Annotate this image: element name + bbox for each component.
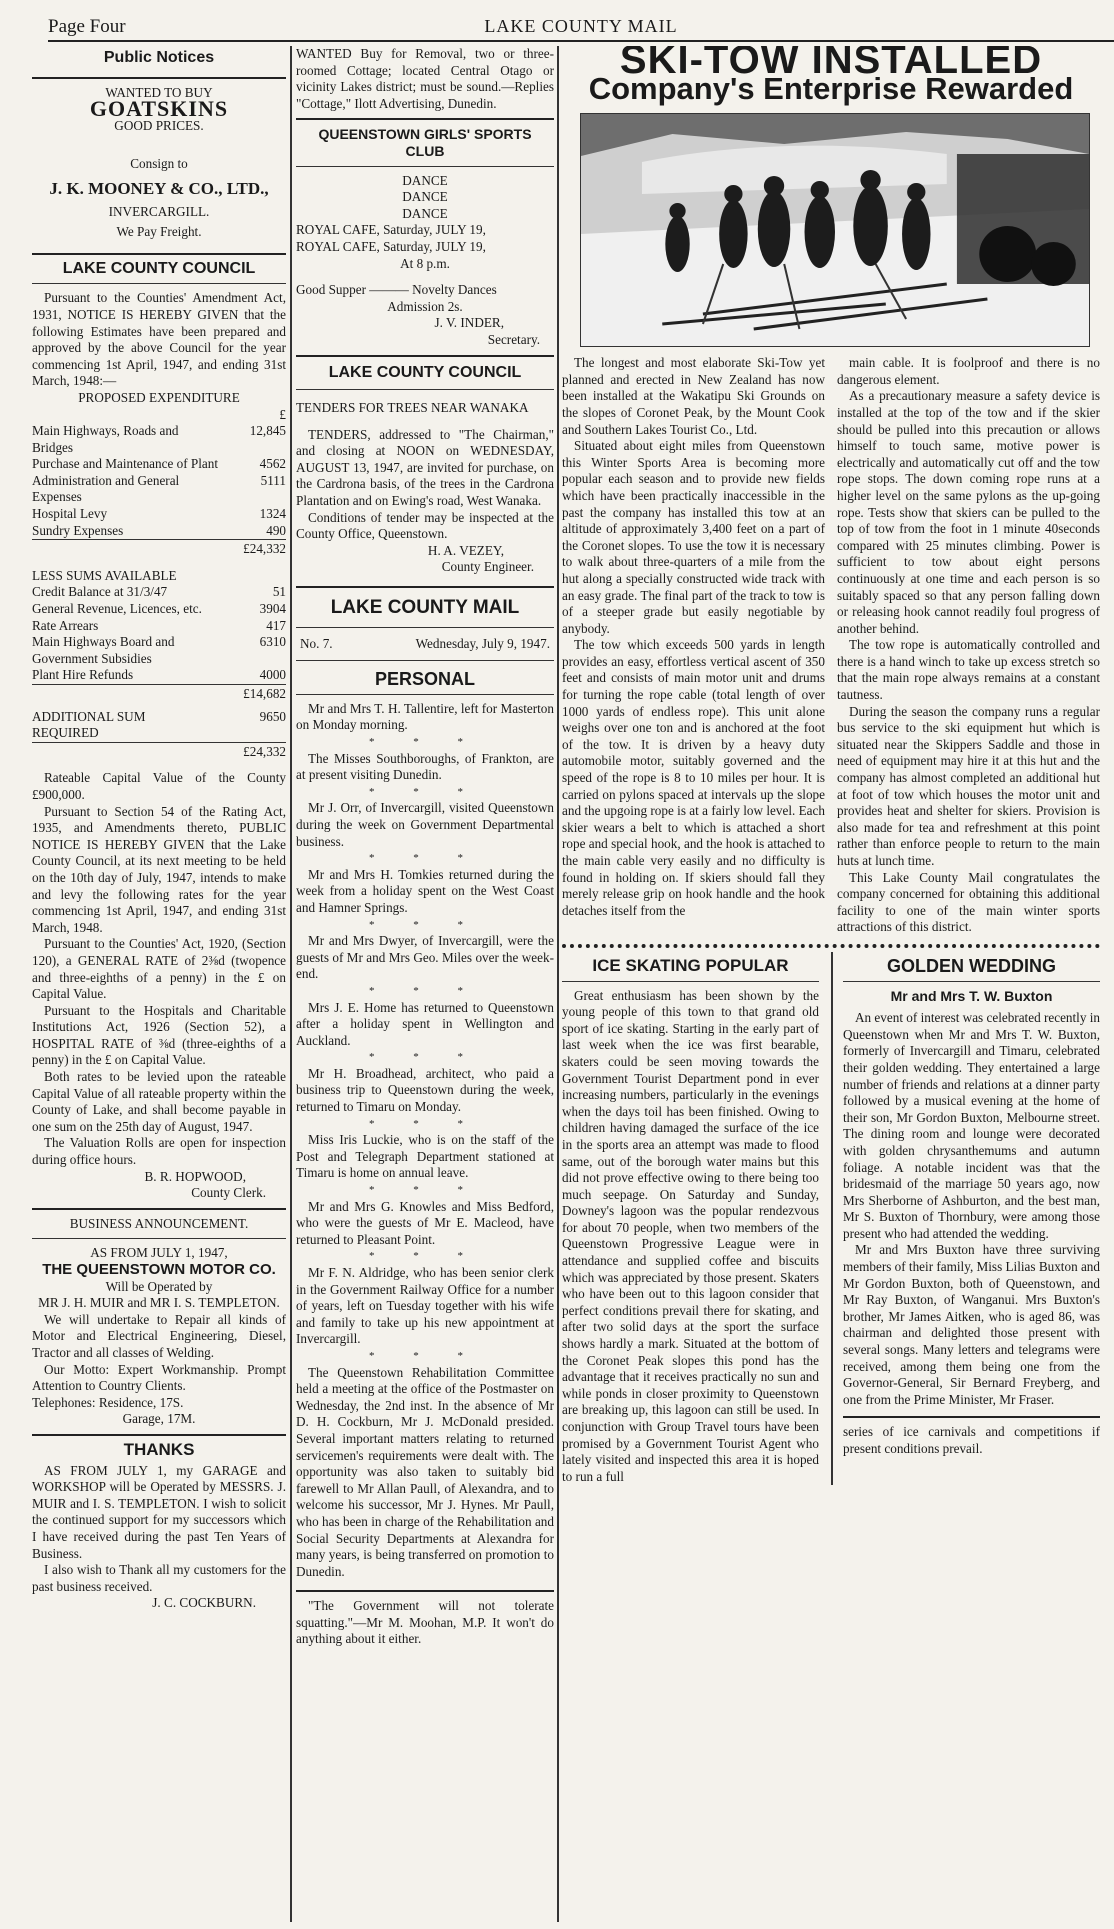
council-para: Pursuant to the Counties' Act, 1920, (Section 120), a GENERAL RATE of 2⅜d (twopence and three-eighths of a penny) in the £ on Capital Value. bbox=[32, 936, 286, 1002]
business-para: Garage, 17M. bbox=[122, 1411, 196, 1427]
ski-article-para: Situated about eight miles from Queenstown this Winter Sports Area is becoming more popular each season and to provide new fields which have been practically inaccessible in the past the company has installed this tow at an altitude of approximately 3,400 feet on a part of the Coronet slopes. To use the tow it is necessary to walk about three-quarters of a mile from the hut along a specially constructed wide track with an easy grade. The final part of the track to tow is of a steeper grade but easily negotiable by anybody. bbox=[562, 438, 825, 636]
signature-title: Secretary. bbox=[487, 331, 540, 347]
dance-line: DANCE bbox=[402, 189, 448, 205]
signature: H. A. VEZEY, bbox=[427, 542, 504, 558]
estimate-label: Main Highways Board and Government Subsidies bbox=[32, 634, 175, 666]
council-para: The Valuation Rolls are open for inspection during office hours. bbox=[32, 1135, 286, 1168]
ski-article-para: main cable. It is foolproof and there is no dangerous element. bbox=[837, 355, 1100, 387]
signature: B. R. HOPWOOD, bbox=[144, 1168, 246, 1184]
separator-stars: * * * bbox=[369, 1051, 481, 1064]
estimate-label: Plant Hire Refunds bbox=[32, 667, 134, 683]
goat-line-3: GOOD PRICES. bbox=[114, 117, 204, 133]
estimate-value: 4000 bbox=[259, 667, 286, 683]
thanks-para: AS FROM JULY 1, my GARAGE and WORKSHOP will be Operated by MESSRS. J. MUIR and I. S. TEMPLETON. I wish to solicit the continued support for my successors which I have received during the past Ten Years of Business. bbox=[32, 1462, 286, 1561]
divider bbox=[32, 1238, 286, 1239]
ice-skating-continued: series of ice carnivals and competitions if present conditions prevail. bbox=[843, 1424, 1100, 1456]
estimate-row bbox=[32, 601, 286, 618]
paper-title: LAKE COUNTY MAIL bbox=[484, 16, 678, 36]
council-para: Pursuant to Section 54 of the Rating Act, 1935, and Amendments thereto, PUBLIC NOTICE IS HEREBY GIVEN that the Lake County Council, at its next meeting to be held on the 10th day of July, 1947, intends to make and levy the following rates for the year commencing 1st April, 1947, and ending 31st March, 1948. bbox=[32, 803, 286, 935]
club-heading: QUEENSTOWN GIRLS' SPORTS CLUB bbox=[318, 126, 532, 159]
column-personal bbox=[296, 46, 554, 1648]
total-3: £24,332 bbox=[32, 742, 286, 761]
council-estimates-notice bbox=[32, 261, 286, 1202]
business-announcement bbox=[32, 1216, 286, 1428]
venue-time: At 8 p.m. bbox=[400, 255, 450, 271]
venue-line: ROYAL CAFE, Saturday, JULY 19, bbox=[296, 238, 486, 254]
personal-column bbox=[296, 671, 554, 1648]
council-intro: Pursuant to the Counties' Amendment Act, 1931, NOTICE IS HEREBY GIVEN that the following Estimates have been prepared and approved by the above Council for the year commencing 1st April, 1947, and ending 31st March, 1948:— bbox=[32, 290, 286, 389]
separator-stars: * * * bbox=[369, 918, 481, 931]
issue-date: Wednesday, July 9, 1947. bbox=[415, 635, 550, 651]
divider bbox=[296, 586, 554, 588]
business-line: Will be Operated by bbox=[105, 1278, 213, 1294]
goat-line-6: INVERCARGILL. bbox=[108, 203, 210, 219]
divider bbox=[296, 627, 554, 628]
column-notices bbox=[32, 46, 286, 1612]
estimate-value: 5111 bbox=[260, 472, 286, 488]
estimate-row bbox=[32, 634, 286, 667]
business-para: Telephones: Residence, 17S. bbox=[32, 1394, 184, 1410]
skiers-photo-image bbox=[581, 114, 1089, 346]
masthead bbox=[48, 14, 1114, 42]
supper-line: Good Supper ——— Novelty Dances bbox=[296, 282, 497, 298]
goat-line-5: J. K. MOONEY & CO., LTD., bbox=[49, 178, 269, 198]
divider bbox=[843, 1416, 1100, 1418]
personal-item: Mr H. Broadhead, architect, who paid a business trip to Queenstown during the week, returned to Timaru on Monday. bbox=[296, 1065, 554, 1115]
signature: J. V. INDER, bbox=[434, 315, 504, 331]
divider bbox=[32, 1208, 286, 1210]
total-2: £14,682 bbox=[32, 684, 286, 703]
ski-tow-headline: SKI-TOW INSTALLED bbox=[619, 46, 1043, 82]
dotted-divider bbox=[562, 944, 1100, 948]
estimate-row bbox=[32, 584, 286, 601]
council-para: Rateable Capital Value of the County £900,000. bbox=[32, 770, 286, 802]
issue-number: No. 7. bbox=[300, 635, 333, 651]
personal-item: The Misses Southboroughs, of Frankton, are at present visiting Dunedin. bbox=[296, 750, 554, 783]
estimate-value: 12,845 bbox=[249, 423, 286, 439]
admission-line: Admission 2s. bbox=[387, 298, 463, 314]
separator-stars: * * * bbox=[369, 1117, 481, 1130]
goat-line-2: GOATSKINS bbox=[89, 96, 229, 122]
wanted-cottage-ad: WANTED Buy for Removal, two or three-roomed Cottage; located Central Otago or vicinity Lakes district; must be sound.—Replies "Cottage," Ilott Advertising, Dunedin. bbox=[296, 46, 554, 111]
divider bbox=[296, 660, 554, 661]
public-notices-heading: Public Notices bbox=[103, 49, 215, 66]
estimate-value: 4562 bbox=[259, 456, 286, 472]
signature-title: County Engineer. bbox=[441, 559, 534, 575]
estimate-value: 417 bbox=[266, 617, 286, 633]
ice-skating-heading: ICE SKATING POPULAR bbox=[592, 955, 789, 975]
business-para: Our Motto: Expert Workmanship. Prompt Attention to Country Clients. bbox=[32, 1361, 286, 1394]
total-1: £24,332 bbox=[32, 539, 286, 558]
separator-stars: * * * bbox=[369, 852, 481, 865]
mail-heading: LAKE COUNTY MAIL bbox=[330, 597, 520, 619]
separator-stars: * * * bbox=[369, 1349, 481, 1362]
golden-wedding-subheading: Mr and Mrs T. W. Buxton bbox=[890, 987, 1053, 1004]
personal-item: Mr and Mrs G. Knowles and Miss Bedford, who were the guests of Mr E. Macleod, have returned to Pleasant Point. bbox=[296, 1198, 554, 1247]
estimate-row bbox=[32, 618, 286, 635]
estimate-label: Administration and General Expenses bbox=[32, 472, 180, 505]
estimate-label: Credit Balance at 31/3/47 bbox=[32, 584, 168, 600]
divider bbox=[843, 981, 1100, 982]
thanks-para: I also wish to Thank all my customers for the past business received. bbox=[32, 1562, 286, 1594]
goat-line-7: We Pay Freight. bbox=[116, 224, 202, 240]
goatskins-ad bbox=[32, 85, 286, 241]
column-features bbox=[562, 46, 1100, 1926]
mail-issue-box bbox=[296, 597, 554, 661]
divider bbox=[32, 253, 286, 255]
additional-sum-row: ADDITIONAL SUM REQUIRED 9650 bbox=[32, 708, 286, 741]
ski-article-left bbox=[562, 355, 825, 936]
thanks-heading: THANKS bbox=[123, 1439, 195, 1459]
lower-articles bbox=[562, 952, 1100, 1485]
estimate-row bbox=[32, 667, 286, 684]
divider bbox=[296, 1590, 554, 1592]
expenditure-table bbox=[32, 423, 286, 539]
goat-line-4: Consign to bbox=[130, 156, 188, 172]
estimate-label: Sundry Expenses bbox=[32, 522, 124, 538]
personal-item: Mr and Mrs T. H. Tallentire, left for Masterton on Monday morning. bbox=[296, 700, 554, 733]
council-para: Both rates to be levied upon the rateable Capital Value of all rateable property within the County of Lake, and shall become payable in one sum on the 25th day of August, 1947. bbox=[32, 1069, 286, 1134]
ice-skating-article bbox=[562, 952, 819, 1485]
business-para: We will undertake to Repair all kinds of Motor and Electrical Engineering, Diesel, Tractor and all classes of Welding. bbox=[32, 1311, 286, 1360]
tenders-para: TENDERS, addressed to "The Chairman," and closing at NOON on WEDNESDAY, AUGUST 13, 1947, are invited for purchase, on the Cardrona basis, of the trees in the Cardrona Plantation and on Ewing's road, West Wanaka. bbox=[296, 426, 554, 509]
estimate-value: 6310 bbox=[259, 634, 286, 650]
personal-item: Mrs J. E. Home has returned to Queenstown after a holiday spent in Wellington and Auckland. bbox=[296, 999, 554, 1048]
personal-items bbox=[296, 701, 554, 1580]
golden-wedding-para: Mr and Mrs Buxton have three surviving members of their family, Miss Lilias Buxton and Mr Gordon Buxton, both of Queenstown, and Mr Ray Buxton, of Wanganui. Mrs Buxton's brother, Mr James Aitken, who is aged 86, was chairman and delighted those present with several songs. Many letters and telegrams were received, among them being one from the Governor-General, Sir Bernard Freyberg, and one from the Prime Minister, Mr Fraser. bbox=[843, 1242, 1100, 1407]
estimate-label: Hospital Levy bbox=[32, 506, 108, 522]
personal-item: Mr J. Orr, of Invercargill, visited Queenstown during the week on Government Departmental business. bbox=[296, 800, 554, 849]
less-sums-heading: LESS SUMS AVAILABLE bbox=[32, 567, 177, 583]
estimate-row bbox=[32, 473, 286, 506]
estimate-value: 51 bbox=[272, 584, 286, 600]
dance-line: DANCE bbox=[402, 172, 448, 188]
estimate-value: 1324 bbox=[259, 506, 286, 522]
divider bbox=[32, 1434, 286, 1436]
issue-line bbox=[296, 634, 554, 655]
personal-item: Mr F. N. Aldridge, who has been senior clerk in the Government Railway Office for a number of years, left on Tuesday together with his wife and family to take up his new appointment at Invercargill. bbox=[296, 1265, 554, 1347]
ski-article-para: During the season the company runs a regular bus service to the ski equipment hut which is situated near the Skippers Saddle and those in need of equipment may hire it at this hut and the company has almost completed an additional hut at foot of tow which houses the motor unit and provides heat and shelter for skiers. Provision is also made for tea and refreshment at this point rather than enforce people to return to the main huts at lunch time. bbox=[837, 703, 1100, 868]
separator-stars: * * * bbox=[369, 1184, 481, 1197]
business-line: MR J. H. MUIR and MR I. S. TEMPLETON. bbox=[38, 1295, 280, 1311]
divider bbox=[562, 981, 819, 982]
divider bbox=[296, 166, 554, 167]
separator-stars: * * * bbox=[369, 785, 481, 798]
divider bbox=[296, 694, 554, 695]
pound-sign: £ bbox=[279, 406, 286, 422]
personal-item: Mr and Mrs H. Tomkies returned during the week from a holiday spent on the West Coast and Hamner Springs. bbox=[296, 866, 554, 915]
business-line: AS FROM JULY 1, 1947, bbox=[90, 1245, 228, 1261]
ski-article-para: The longest and most elaborate Ski-Tow yet planned and erected in New Zealand has now been installed at the Wakatipu Ski Grounds on the slopes of Coronet Peak, by the Mount Cook and Southern Lakes Tourist Co., Ltd. bbox=[562, 355, 825, 437]
ski-tow-subheadline: Company's Enterprise Rewarded bbox=[588, 70, 1074, 106]
signature-title: County Clerk. bbox=[191, 1185, 266, 1201]
council-para: Pursuant to the Hospitals and Charitable Institutions Act, 1926 (Section 52), a HOSPITAL RATE of ⅜d (three-eighths of a penny) in the £ on Capital Value. bbox=[32, 1002, 286, 1068]
column-divider-2 bbox=[557, 46, 559, 1922]
business-heading: BUSINESS ANNOUNCEMENT. bbox=[69, 1215, 249, 1231]
tenders-subheading: TENDERS FOR TREES NEAR WANAKA bbox=[296, 400, 529, 416]
ski-article-para: The tow which exceeds 500 yards in length provides an easy, effortless vertical ascent of 350 feet and consists of main motor unit and drums for turning the rope cable (total length of over 1000 yards of endless rope). This unit alone weighs over one ton and is anchored at the foot of the tow. It is driven by a heavy duty automobile motor, suitably governed and the speed of the rope is 8 to 10 miles per hour. It is carried on pylons spaced at intervals up the slope and the upgoing rope is at a fairly low level. Each skier wears a belt to which is attached a short rope and special hook, and the hook is attached to the main cable very easily and no difficulty is found in holding on. If skiers should fall they merely release grip on hook handle and the hook detaches itself from the bbox=[562, 637, 825, 918]
divider bbox=[32, 283, 286, 284]
golden-wedding-para: An event of interest was celebrated recently in Queenstown when Mr and Mrs T. W. Buxton, formerly of Invercargill and Timaru, celebrated their golden wedding. They entertained a large number of friends and relations at a dinner party followed by a musical evening at the home of their son, Mr Gordon Buxton, Melbourne street. The dining room and lounge were decorated with golden chrysanthemums and autumn foliage. A notable incident was that the bridesmaid of the marriage 50 years ago, now Mrs Sherborne of Ashburton, and the best man, Mr S. Buxton of Thornbury, were among those present who had attended the wedding. bbox=[843, 1010, 1100, 1241]
ski-photo bbox=[580, 113, 1090, 347]
column-divider-1 bbox=[290, 46, 292, 1922]
personal-heading: PERSONAL bbox=[374, 669, 475, 690]
proposed-expenditure: PROPOSED EXPENDITURE bbox=[78, 389, 240, 405]
thanks-signature: J. C. COCKBURN. bbox=[152, 1595, 256, 1611]
separator-stars: * * * bbox=[369, 736, 481, 748]
ski-tow-article bbox=[562, 355, 1100, 936]
venue-line: ROYAL CAFE, Saturday, JULY 19, bbox=[296, 222, 486, 238]
ski-article-para: As a precautionary measure a safety device is installed at the top of the tow and if the skier should be pulled into this precaution or allows himself to touch same, motive power is electrically and automatically cut off and the tow rope stops. The down coming rope runs at a higher level on the same pylons as the up-going rope. Tests show that skiers can be pulled to the top of tow from the foot in 1 minute 40seconds compared with 25 minutes climbing. Power is sufficient to tow about eight persons continuously at one time and each person is so suitably spaced so that any person falling down or releasing hook cannot readily foul progress of another behind. bbox=[837, 388, 1100, 636]
golden-wedding-heading: GOLDEN WEDDING bbox=[887, 955, 1056, 976]
estimate-label: Main Highways, Roads and Bridges bbox=[32, 423, 179, 455]
estimate-row bbox=[32, 423, 286, 456]
sports-club-ad bbox=[296, 126, 554, 348]
tenders-para: Conditions of tender may be inspected at the County Office, Queenstown. bbox=[296, 509, 554, 542]
divider bbox=[296, 355, 554, 357]
estimate-value: 490 bbox=[266, 522, 286, 538]
council-heading: LAKE COUNTY COUNCIL bbox=[62, 259, 256, 277]
divider bbox=[296, 389, 554, 390]
tenders-notice bbox=[296, 365, 554, 577]
available-table bbox=[32, 584, 286, 684]
business-name: THE QUEENSTOWN MOTOR CO. bbox=[42, 1261, 276, 1278]
goat-line-1: WANTED TO BUY bbox=[105, 84, 213, 100]
thanks-notice bbox=[32, 1439, 286, 1612]
estimate-row bbox=[32, 456, 286, 473]
separator-stars: * * * bbox=[369, 1250, 481, 1263]
ice-skating-para: Great enthusiasm has been shown by the young people of this town to that grand old sport of ice skating. Starting in the early part of last week when the ice was first bearable, skaters could be seen moving towards the Government Tourist Department pond in ever increasing numbers, particularly in the evenings when the days toil has been finished. Owing to children having damaged the surface of the ice in the sports area an attempt was made to flood same, out of the borough water mains but this did not prove effective owing to there being too much seepage. On Saturday and Sunday, Downey's lagoon was the popular rendezvous for about 70 people, when two members of the Queenstown Progressive League were in attendance and supplied coffee and biscuits which was appreciated by those present. Skaters who have been out to this lagoon consider that perfect conditions prevail there for skating, and after two solid days at the sport the surface shows hardly a mark. Situated at the bottom of the Coronet Peak slopes this pond has the advantage that it receives practically no sun and while ponds in closer proximity to Queenstown are breaking up, this lagoon can still be used. In conjunction with Group Travel tours have been promised by a Government Tourist Agent who lately visited and inspected this area it is hoped to run a full bbox=[562, 987, 819, 1484]
estimate-value: 3904 bbox=[259, 601, 286, 617]
ski-article-para: This Lake County Mail congratulates the company concerned for obtaining this additional facility to one of the main winter sports attractions of this district. bbox=[837, 869, 1100, 935]
divider bbox=[32, 77, 286, 79]
personal-item: Miss Iris Luckie, who is on the staff of the Post and Telegraph Department stationed at Timaru is home on annual leave. bbox=[296, 1132, 554, 1181]
estimate-label: Purchase and Maintenance of Plant bbox=[32, 456, 219, 472]
separator-stars: * * * bbox=[369, 984, 481, 997]
personal-item: The Queenstown Rehabilitation Committee held a meeting at the office of the Postmaster on Wednesday, the 2nd inst. In the absence of Mr D. H. Cockburn, Mr J. McDonald presided. Several important matters relating to returned servicemen's requirements were dealt with. The opportunity was also taken to suitably bid farewell to Mr Allan Paull, of Alexandra, and to welcome his successor, Mr J. Hynes. Mr Paull, who has been in charge of the Rehabilitation and Social Security Departments at Alexandra for many years, is being transferred on promotion to Dunedin. bbox=[296, 1364, 554, 1579]
tenders-heading: LAKE COUNTY COUNCIL bbox=[328, 363, 522, 381]
ski-article-right bbox=[837, 355, 1100, 936]
estimate-label: Rate Arrears bbox=[32, 617, 99, 633]
divider bbox=[296, 118, 554, 120]
personal-item: Mr and Mrs Dwyer, of Invercargill, were the guests of Mr and Mrs Geo. Miles over the week-end. bbox=[296, 933, 554, 982]
golden-wedding-article bbox=[831, 952, 1100, 1485]
dance-line: DANCE bbox=[402, 205, 448, 221]
squatting-quote: "The Government will not tolerate squatting."—Mr M. Moohan, M.P. It won't do anything about it either. bbox=[296, 1598, 554, 1647]
estimate-row bbox=[32, 506, 286, 523]
estimate-row bbox=[32, 523, 286, 540]
page-number: Page Four bbox=[48, 16, 126, 37]
ski-article-para: The tow rope is automatically controlled and there is a hand winch to take up excess stretch so that the main rope always remains at a constant tautness. bbox=[837, 637, 1100, 703]
estimate-label: General Revenue, Licences, etc. bbox=[32, 601, 202, 617]
